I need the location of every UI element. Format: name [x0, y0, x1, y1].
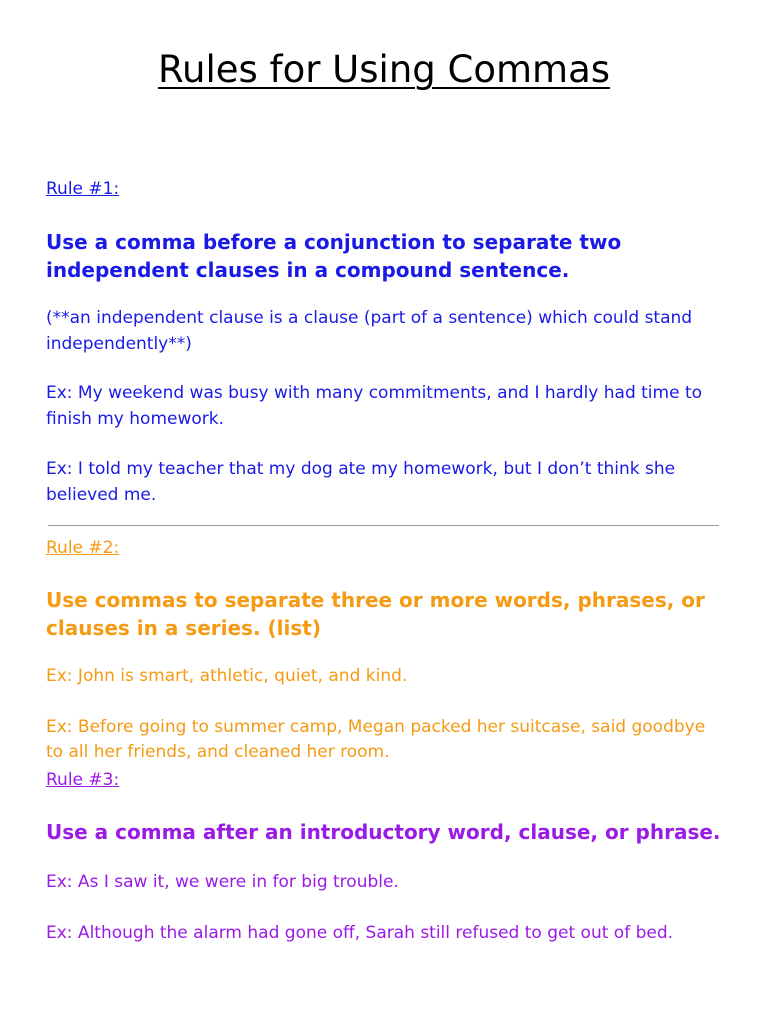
rule-1-example-2: Ex: I told my teacher that my dog ate my homework, but I don’t think she believed me.	[46, 459, 676, 505]
rule-3-heading: Use a comma after an introductory word, clause, or phrase.	[46, 820, 721, 844]
rule-1-example-1: Ex: My weekend was busy with many commitments, and I hardly had time to finish my homework.	[46, 383, 703, 429]
rule-1-label[interactable]: Rule #1:	[46, 179, 120, 199]
rule-1-section	[46, 177, 726, 508]
rule-2-example-2: Ex: Before going to summer camp, Megan packed her suitcase, said goodbye to all her friends, and cleaned her room.	[46, 716, 706, 762]
rule-3-example-1: Ex: As I saw it, we were in for big trouble.	[46, 872, 399, 892]
rule-2-example-1: Ex: John is smart, athletic, quiet, and kind.	[46, 666, 408, 686]
rule-1-heading: Use a comma before a conjunction to separate two independent clauses in a compound sentence.	[46, 230, 622, 282]
page-title-text: Rules for Using Commas	[157, 48, 611, 91]
rule-2-section	[46, 536, 726, 766]
rule-3-label[interactable]: Rule #3:	[46, 770, 120, 790]
rule-1-note: (**an independent clause is a clause (part of a sentence) which could stand independently**)	[46, 308, 693, 354]
rule-2-label[interactable]: Rule #2:	[46, 538, 120, 558]
page-title	[0, 46, 768, 94]
rule-3-section	[46, 768, 726, 946]
rule-2-heading: Use commas to separate three or more words, phrases, or clauses in a series. (list)	[46, 588, 705, 640]
rule-3-example-2: Ex: Although the alarm had gone off, Sarah still refused to get out of bed.	[46, 922, 674, 943]
section-divider	[48, 525, 719, 526]
